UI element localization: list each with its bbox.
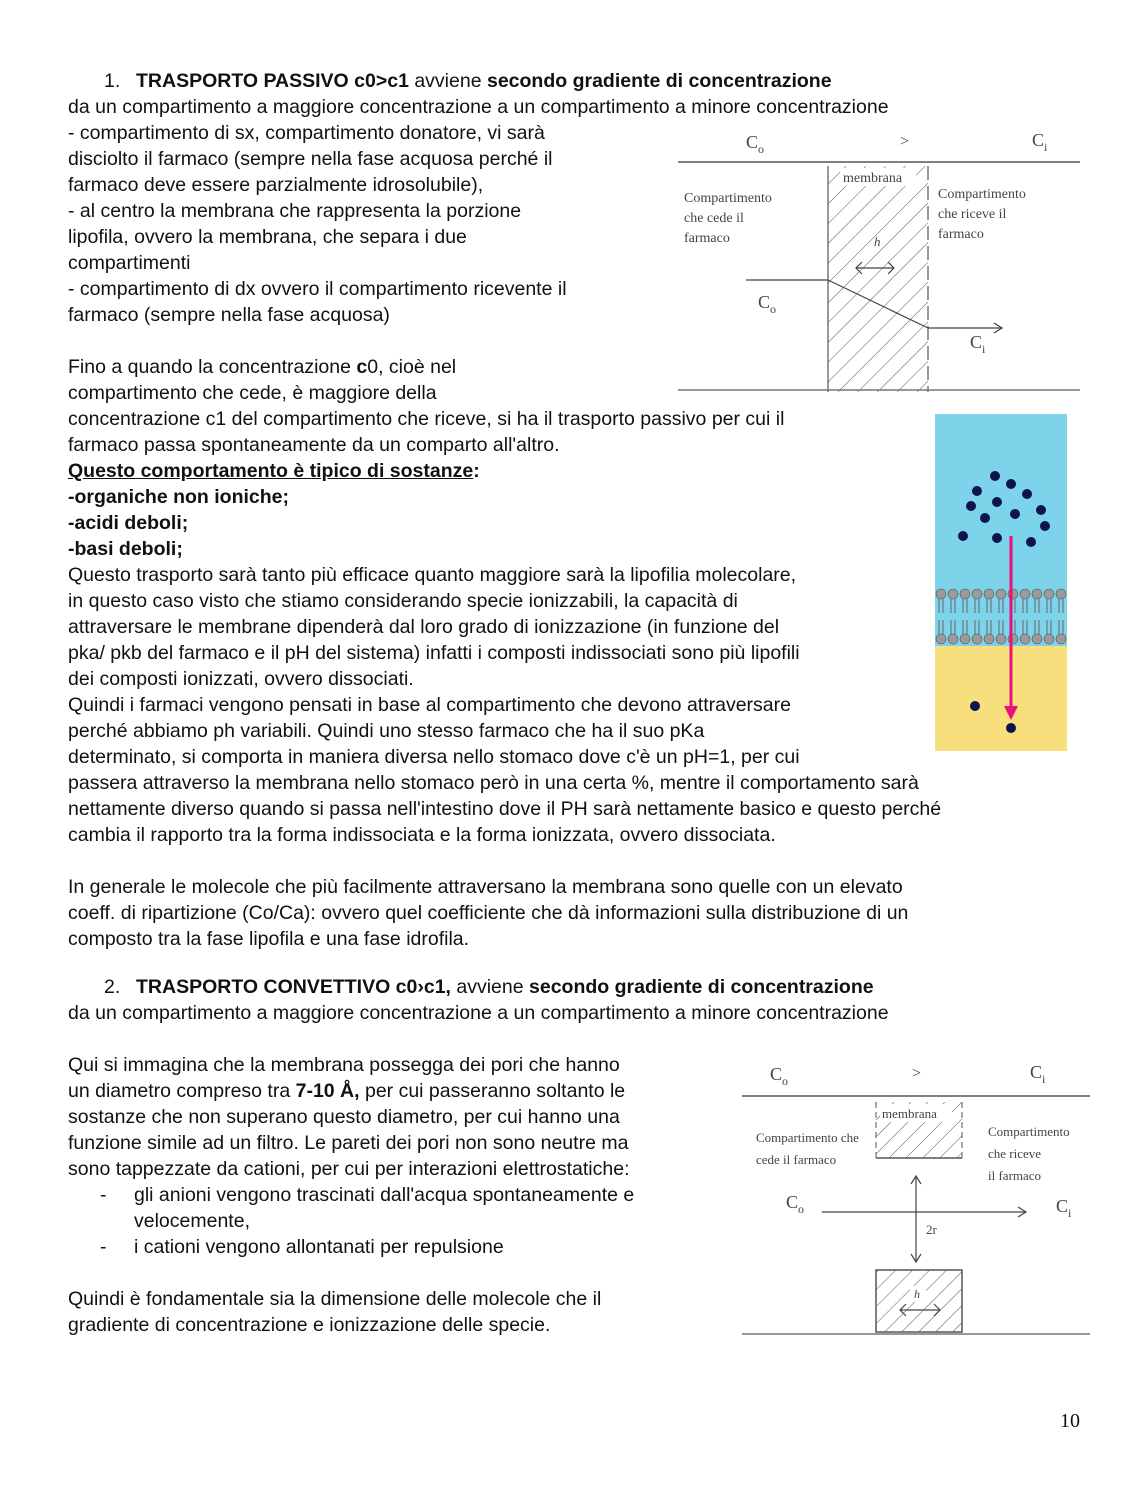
s1-para2-line: pka/ pkb del farmaco e il pH del sistema) infatti i composti indissociati sono più lipofili	[68, 642, 800, 664]
fig1-c0-mid-sub: o	[770, 302, 776, 316]
section2-title-bold: TRASPORTO CONVETTIVO c0›c1,	[136, 976, 451, 998]
s1-para1-b: c	[356, 356, 368, 378]
s2-para1-line2	[68, 1078, 625, 1104]
s1-bullet-line: farmaco deve essere parzialmente idrosolubile),	[68, 174, 484, 196]
fig2-left-label: Compartimento che	[756, 1130, 859, 1145]
fig2-left-label: cede il farmaco	[756, 1152, 837, 1167]
fig1-c1-top-sub: i	[1044, 140, 1048, 154]
fig2-right-label: il farmaco	[988, 1168, 1042, 1183]
s1-bullet-line: - compartimento di sx, compartimento donatore, vi sarà	[68, 122, 545, 144]
s1-para2-line: perché abbiamo ph variabili. Quindi uno stesso farmaco che ha il suo pKa	[68, 720, 705, 742]
section2-number: 2.	[104, 976, 121, 998]
fig2-c0-mid-sub: o	[798, 1202, 804, 1216]
s2-para2-line: Quindi è fondamentale sia la dimensione delle molecole che il	[68, 1288, 602, 1310]
typical-item: -basi deboli;	[68, 538, 183, 560]
s1-para2-line: Quindi i farmaci vengono pensati in base al compartimento che devono attraversare	[68, 694, 791, 716]
fig1-c0-mid: C	[758, 292, 771, 312]
s1-para2-line: cambia il rapporto tra la forma indissociata e la forma ionizzata, ovvero dissociata.	[68, 824, 776, 846]
fig1-c0-top-sub: o	[758, 142, 764, 156]
page-number: 10	[1060, 1410, 1080, 1432]
section2-title	[136, 974, 874, 1000]
s2-bullet-dash: -	[100, 1236, 107, 1258]
fig2-2r: 2r	[926, 1222, 937, 1237]
fig2-c1-mid-sub: i	[1068, 1206, 1072, 1220]
s2-bullet-line: i cationi vengono allontanati per repulsione	[134, 1236, 504, 1258]
s2-para1-line: sostanze che non superano questo diametro, per cui hanno una	[68, 1106, 620, 1128]
s2-para1-l2c: per cui passeranno soltanto le	[359, 1080, 626, 1102]
section2-title-bold2: secondo gradiente di concentrazione	[529, 976, 874, 998]
s2-para1-line: funzione simile ad un filtro. Le pareti dei pori non sono neutre ma	[68, 1132, 629, 1154]
fig2-membrana-label: membrana	[882, 1106, 937, 1121]
s2-para1-line: Qui si immagina che la membrana possegga dei pori che hanno	[68, 1054, 620, 1076]
fig1-c1-mid-sub: i	[982, 342, 986, 356]
s1-bullet-line: farmaco (sempre nella fase acquosa)	[68, 304, 390, 326]
s1-para1-line3: concentrazione c1 del compartimento che riceve, si ha il trasporto passivo per cui il	[68, 408, 785, 430]
fig2-c0-mid: C	[786, 1192, 799, 1212]
fig1-membrane	[828, 166, 928, 392]
section1-title-bold2: secondo gradiente di concentrazione	[486, 70, 832, 92]
yellow-region	[935, 646, 1067, 751]
fig2-c1-top-sub: i	[1042, 1072, 1046, 1086]
s1-bullet-line: lipofila, ovvero la membrana, che separa i due	[68, 226, 467, 248]
s1-para2-line: passera attraverso la membrana nello stomaco però in una certa %, mentre il comportamento sarà	[68, 772, 919, 794]
s1-para2-line: nettamente diverso quando si passa nell'intestino dove il PH sarà nettamente basico e questo perché	[68, 798, 942, 820]
fig1-gt: >	[900, 133, 910, 150]
typical-heading	[68, 458, 480, 484]
s1-bullet-line: disciolto il farmaco (sempre nella fase acquosa perché il	[68, 148, 553, 170]
section2-line2: da un compartimento a maggiore concentrazione a un compartimento a minore concentrazione	[68, 1002, 889, 1024]
membrane-illustration	[935, 414, 1067, 751]
fig1-right-label: che riceve il	[938, 207, 1007, 222]
passive-transport-diagram	[676, 118, 1084, 396]
s2-para1-l2b: 7-10 Å,	[295, 1080, 360, 1102]
s1-para1-line4: farmaco passa spontaneamente da un comparto all'altro.	[68, 434, 560, 456]
bilayer-bottom	[936, 634, 1066, 644]
convective-transport-diagram	[740, 1052, 1092, 1342]
s2-para2-line: gradiente di concentrazione e ionizzazione delle specie.	[68, 1314, 551, 1336]
section2-title-mid: avviene	[450, 976, 530, 998]
s1-para1-a: Fino a quando la concentrazione	[68, 356, 357, 378]
fig1-left-label: farmaco	[684, 231, 730, 246]
fig1-membrana-label: membrana	[843, 171, 903, 186]
s2-bullet-dash: -	[100, 1184, 107, 1206]
fig1-left-label: Compartimento	[684, 191, 772, 206]
s2-bullet-line: gli anioni vengono trascinati dall'acqua spontaneamente e	[134, 1184, 635, 1206]
section1-title	[136, 68, 832, 94]
s1-para1-line2: compartimento che cede, è maggiore della	[68, 382, 437, 404]
fig1-c0-top: C	[746, 132, 759, 152]
fig1-h: h	[874, 234, 881, 249]
typical-heading-text: Questo comportamento è tipico di sostanze	[68, 460, 474, 482]
s1-bullet-line: - al centro la membrana che rappresenta la porzione	[68, 200, 522, 222]
s2-para1-line: sono tappezzate da cationi, per cui per interazioni elettrostatiche:	[68, 1158, 630, 1180]
fig2-h: h	[914, 1287, 920, 1301]
s2-bullet-line: velocemente,	[134, 1210, 250, 1232]
fig2-c1-mid: C	[1056, 1196, 1069, 1216]
s1-para2-line: in questo caso visto che stiamo considerando specie ionizzabili, la capacità di	[68, 590, 738, 612]
section1-number: 1.	[104, 70, 121, 92]
fig2-right-label: Compartimento	[988, 1124, 1070, 1139]
fig1-c1-mid: C	[970, 332, 983, 352]
s1-para2-line: Questo trasporto sarà tanto più efficace quanto maggiore sarà la lipofilia molecolare,	[68, 564, 797, 586]
s1-para2-line: dei composti ionizzati, ovvero dissociati.	[68, 668, 414, 690]
s2-para1-l2a: un diametro compreso tra	[68, 1080, 296, 1102]
s1-para3-line: composto tra la fase lipofila e una fase idrofila.	[68, 928, 470, 950]
fig1-left-label: che cede il	[684, 211, 744, 226]
s1-para3-line: In generale le molecole che più facilmente attraversano la membrana sono quelle con un elevato	[68, 876, 903, 898]
s1-bullet-line: compartimenti	[68, 252, 191, 274]
fig2-right-label: che riceve	[988, 1146, 1042, 1161]
s1-para1-c: 0, cioè nel	[367, 356, 457, 378]
s1-bullet-line: - compartimento di dx ovvero il compartimento ricevente il	[68, 278, 567, 300]
s1-para2-line: attraversare le membrane dipenderà dal loro grado di ionizzazione (in funzione del	[68, 616, 780, 638]
section1-line2: da un compartimento a maggiore concentrazione a un compartimento a minore concentrazione	[68, 96, 889, 118]
s1-para1-line1	[68, 354, 456, 380]
fig2-gt: >	[912, 1065, 922, 1082]
s1-para3-line: coeff. di ripartizione (Co/Ca): ovvero quel coefficiente che dà informazioni sulla distribuzione di un	[68, 902, 909, 924]
section1-title-mid: avviene	[408, 70, 487, 92]
fig1-right-label: farmaco	[938, 227, 984, 242]
s1-para2-line: determinato, si comporta in maniera diversa nello stomaco dove c'è un pH=1, per cui	[68, 746, 800, 768]
typical-item: -organiche non ioniche;	[68, 486, 290, 508]
bilayer-top	[936, 589, 1066, 599]
fig1-c1-top: C	[1032, 130, 1045, 150]
typical-item: -acidi deboli;	[68, 512, 189, 534]
section1-title-bold: TRASPORTO PASSIVO c0>c1	[136, 70, 409, 92]
fig2-c0-top-sub: o	[782, 1074, 788, 1088]
fig2-c1-top: C	[1030, 1062, 1043, 1082]
typical-heading-colon: :	[473, 460, 480, 482]
fig1-right-label: Compartimento	[938, 187, 1026, 202]
fig2-c0-top: C	[770, 1064, 783, 1084]
